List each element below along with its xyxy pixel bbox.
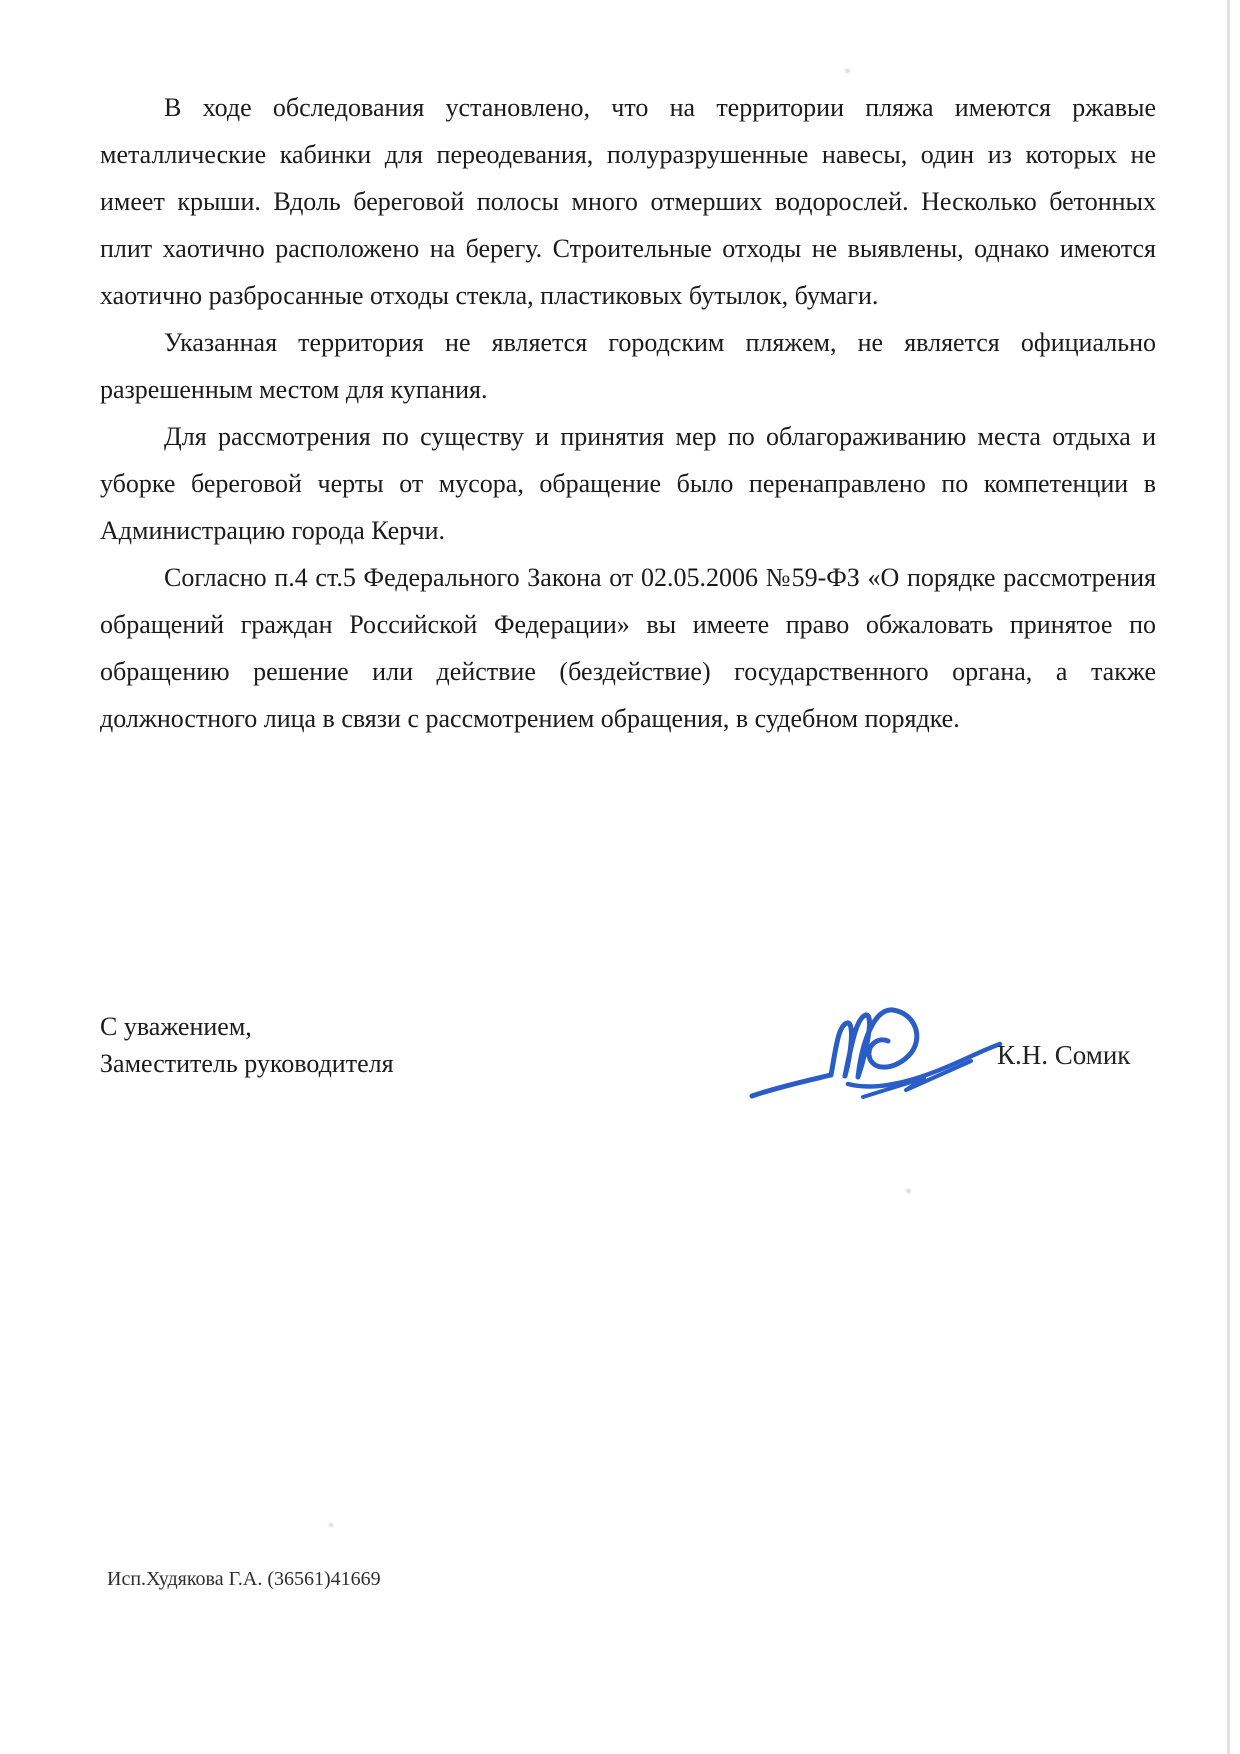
executor-footer: Исп.Худякова Г.А. (36561)41669 [107, 1568, 381, 1590]
scan-page-edge [1227, 0, 1230, 1754]
signer-name: К.Н. Сомик [997, 1040, 1131, 1070]
paragraph-appeal-rights: Согласно п.4 ст.5 Федерального Закона от 02.05.2006 №59-ФЗ «О порядке рассмотрения обращений граждан Российской Федерации» вы имеете право обжаловать принятое по обращению решение или действие (бездействие) государственного органа, а также должностного лица в связи с рассмотрением обращения, в судебном порядке. [100, 563, 1156, 733]
closing-block [100, 1008, 394, 1082]
scan-speck [845, 69, 850, 73]
signer-title: Заместитель руководителя [100, 1049, 394, 1078]
scan-speck [906, 1189, 911, 1193]
scan-speck [329, 1523, 333, 1527]
letter-body [100, 84, 1156, 742]
paragraph-survey-findings: В ходе обследования установлено, что на территории пляжа имеются ржавые металлические кабинки для переодевания, полуразрушенные навесы, один из которых не имеет крыши. Вдоль береговой полосы много отмерших водорослей. Несколько бетонных плит хаотично расположено на берегу. Строительные отходы не выявлены, однако имеются хаотично разбросанные отходы стекла, пластиковых бутылок, бумаги. [100, 93, 1156, 310]
closing-salutation: С уважением, [100, 1012, 252, 1041]
paragraph-forwarded-to-kerch: Для рассмотрения по существу и принятия мер по облагораживанию места отдыха и уборке береговой черты от мусора, обращение было перенаправлено по компетенции в Администрацию города Керчи. [100, 422, 1156, 545]
paragraph-territory-status: Указанная территория не является городским пляжем, не является официально разрешенным местом для купания. [100, 328, 1156, 404]
handwritten-signature-icon [728, 986, 1028, 1126]
